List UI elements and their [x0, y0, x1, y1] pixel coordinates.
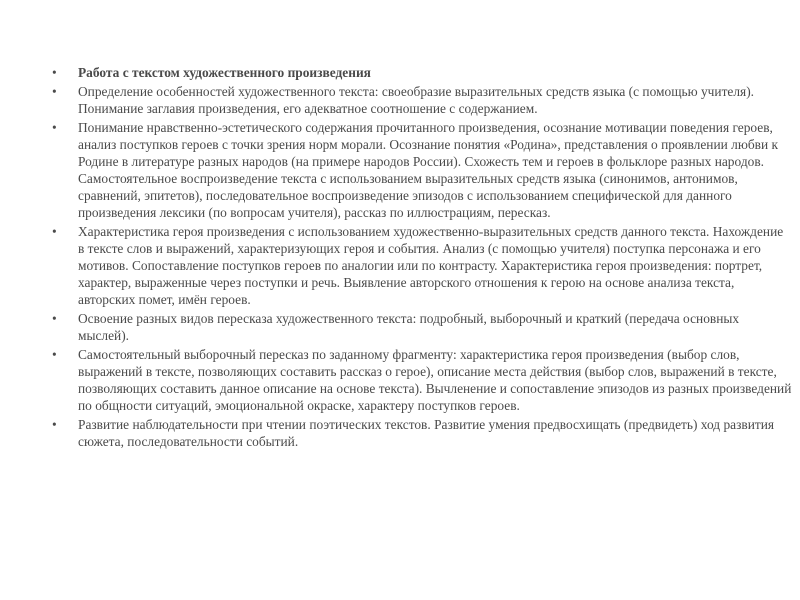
- bullet-text: Характеристика героя произведения с использованием художественно-выразительных средств данного текста. Нахождение в тексте слов и выражений, характеризующих героя и события. Анализ (с помощью учителя) поступка персонажа и его мотивов. Сопоставление поступков героев по аналогии или по контрасту. Характеристика героя произведения: портрет, характер, выраженные через поступки и речь. Выявление авторского отношения к герою на основе анализа текста, авторских помет, имён героев.: [78, 224, 784, 307]
- section-heading: Работа с текстом художественного произведения: [78, 65, 371, 80]
- bullet-list: [52, 64, 792, 452]
- bullet-icon: •: [52, 311, 57, 326]
- bullet-item-text-features: [52, 83, 792, 117]
- bullet-item-heading: [52, 64, 792, 81]
- bullet-item-hero-characteristics: [52, 223, 792, 308]
- bullet-text: Определение особенностей художественного текста: своеобразие выразительных средств языка (с помощью учителя). Понимание заглавия произведения, его адекватное соотношение с содержанием.: [78, 84, 755, 116]
- bullet-text: Освоение разных видов пересказа художественного текста: подробный, выборочный и краткий (передача основных мыслей).: [78, 311, 740, 343]
- bullet-icon: •: [52, 224, 57, 239]
- bullet-icon: •: [52, 347, 57, 362]
- bullet-item-poetry-observation: [52, 416, 792, 450]
- bullet-item-retelling-types: [52, 310, 792, 344]
- bullet-icon: •: [52, 120, 57, 135]
- bullet-icon: •: [52, 65, 57, 80]
- bullet-item-selective-retelling: [52, 346, 792, 414]
- bullet-text: Понимание нравственно-эстетического содержания прочитанного произведения, осознание мотивации поведения героев, анализ поступков героев с точки зрения норм морали. Осознание понятия «Родина», представления о проявлении любви к Родине в литературе разных народов (на примере народов России). Схожесть тем и героев в фольклоре разных народов. Самостоятельное воспроизведение текста с использованием выразительных средств языка (синонимов, антонимов, сравнений, эпитетов), последовательное воспроизведение эпизодов с использованием специфической для данного произведения лексики (по вопросам учителя), рассказ по иллюстрациям, пересказ.: [78, 120, 778, 220]
- bullet-icon: •: [52, 417, 57, 432]
- bullet-text: Развитие наблюдательности при чтении поэтических текстов. Развитие умения предвосхищать (предвидеть) ход развития сюжета, последовательности событий.: [78, 417, 775, 449]
- bullet-text: Самостоятельный выборочный пересказ по заданному фрагменту: характеристика героя произведения (выбор слов, выражений в тексте, позволяющих составить рассказ о герое), описание места действия (выбор слов, выражений в тексте, позволяющих составить данное описание на основе текста). Вычленение и сопоставление эпизодов из разных произведений по общности ситуаций, эмоциональной окраске, характеру поступков героев.: [78, 347, 792, 413]
- bullet-item-moral-content: [52, 119, 792, 221]
- bullet-icon: •: [52, 84, 57, 99]
